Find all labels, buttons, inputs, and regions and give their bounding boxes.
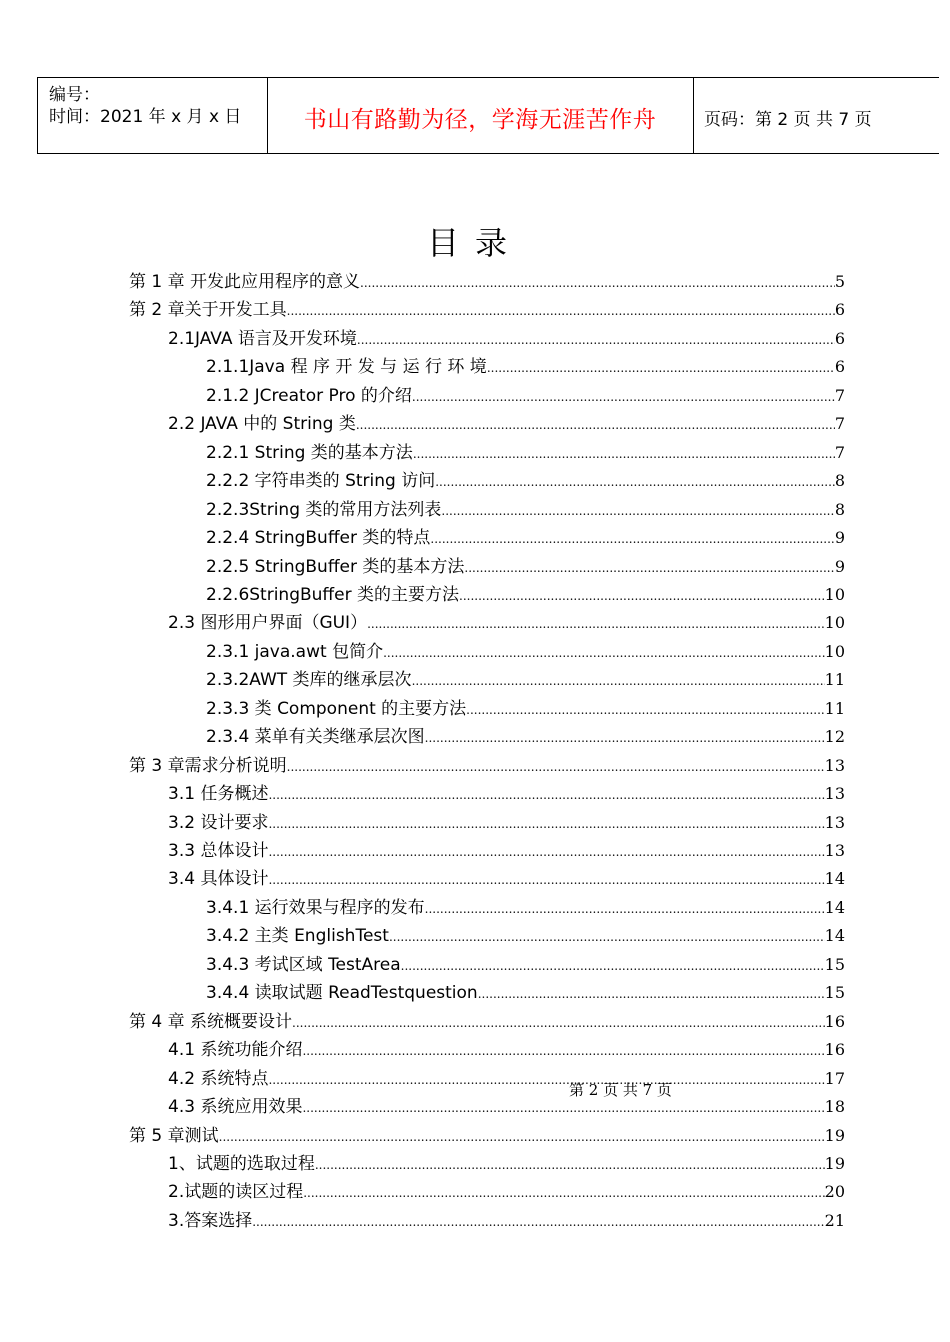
toc-entry[interactable] [206, 496, 845, 524]
toc-entry[interactable] [168, 837, 845, 865]
header-page-label: 页码：第 2 页 共 7 页 [704, 110, 872, 130]
toc-leader-dots [435, 468, 835, 496]
toc-entry-title: 3.1 任务概述 [168, 784, 269, 805]
toc-entry[interactable] [168, 865, 845, 893]
header-center-cell [267, 78, 694, 153]
toc-leader-dots [464, 554, 834, 582]
toc-entry[interactable] [206, 467, 845, 495]
toc-entry-page: 6 [834, 328, 845, 348]
toc-entry-page: 6 [834, 300, 845, 320]
page-title: 目录 [426, 224, 523, 262]
toc-entry-page: 9 [834, 556, 845, 576]
header-table [37, 77, 939, 154]
toc-leader-dots [360, 269, 835, 297]
header-right-cell [694, 78, 940, 153]
toc-entry-title: 2.1.1Java 程 序 开 发 与 运 行 环 境 [206, 357, 487, 378]
toc-entry[interactable] [206, 666, 845, 694]
toc-leader-dots [413, 440, 835, 468]
header-motto: 书山有路勤为径，学海无涯苦作舟 [303, 107, 657, 133]
toc-entry[interactable] [206, 894, 845, 922]
toc-entry[interactable] [168, 1093, 845, 1121]
toc-entry-page: 13 [824, 784, 845, 804]
toc-leader-dots [268, 810, 824, 838]
toc-leader-dots [441, 497, 834, 525]
toc-leader-dots [302, 1037, 824, 1065]
toc-entry-page: 19 [824, 1125, 845, 1145]
toc-entry-title: 第 4 章 系统概要设计 [129, 1011, 293, 1032]
toc-entry[interactable] [206, 382, 845, 410]
toc-leader-dots [252, 1208, 824, 1236]
toc-leader-dots [302, 1094, 824, 1122]
toc-entry-page: 9 [834, 528, 845, 548]
toc-entry-page: 7 [834, 385, 845, 405]
toc-entry-title: 2.2.2 字符串类的 String 访问 [206, 471, 436, 492]
toc-entry-page: 14 [824, 869, 845, 889]
toc-entry[interactable] [129, 268, 845, 296]
toc-leader-dots [356, 411, 835, 439]
toc-entry-title: 3.答案选择 [168, 1210, 253, 1231]
toc-entry-page: 11 [824, 698, 845, 718]
toc-entry[interactable] [168, 410, 845, 438]
toc-entry-title: 第 3 章需求分析说明 [129, 755, 287, 776]
toc-entry-page: 11 [824, 670, 845, 690]
toc-entry-title: 2.3.3 类 Component 的主要方法 [206, 698, 467, 719]
toc-entry-title: 2.3.1 java.awt 包简介 [206, 641, 384, 662]
toc-leader-dots [268, 866, 824, 894]
toc-entry-title: 4.3 系统应用效果 [168, 1097, 303, 1118]
toc-leader-dots [478, 980, 825, 1008]
toc-entry-page: 13 [824, 812, 845, 832]
toc-entry-title: 1、试题的选取过程 [168, 1153, 315, 1174]
toc-entry-title: 2.3.2AWT 类库的继承层次 [206, 670, 412, 691]
toc-entry[interactable] [206, 581, 845, 609]
toc-entry[interactable] [206, 524, 845, 552]
toc-leader-dots [268, 781, 824, 809]
toc-leader-dots [315, 1151, 825, 1179]
toc-entry-title: 3.4.2 主类 EnglishTest [206, 926, 389, 947]
toc-entry[interactable] [206, 979, 845, 1007]
toc-entry-title: 2.2 JAVA 中的 String 类 [168, 414, 356, 435]
toc-entry-title: 2.2.3String 类的常用方法列表 [206, 499, 442, 520]
toc-leader-dots [287, 753, 825, 781]
toc-entry-page: 10 [824, 613, 845, 633]
toc-entry-page: 16 [824, 1040, 845, 1060]
toc-leader-dots [412, 383, 835, 411]
toc-entry-page: 6 [834, 357, 845, 377]
toc-entry-title: 3.4.4 读取试题 ReadTestquestion [206, 983, 478, 1004]
toc-entry-page: 15 [824, 983, 845, 1003]
toc-entry-title: 第 1 章 开发此应用程序的意义 [129, 272, 361, 292]
toc-entry-title: 2.2.6StringBuffer 类的主要方法 [206, 584, 459, 605]
toc-leader-dots [389, 923, 825, 951]
toc-entry-title: 2.1.2 JCreator Pro 的介绍 [206, 385, 412, 406]
toc-leader-dots [287, 297, 835, 325]
toc-entry-page: 8 [834, 499, 845, 519]
toc-entry-title: 3.4.3 考试区域 TestArea [206, 954, 401, 975]
header-left-cell [38, 78, 268, 153]
toc-entry-page: 7 [834, 442, 845, 462]
toc-leader-dots [466, 696, 824, 724]
toc-entry-page: 7 [834, 414, 845, 434]
toc-entry[interactable] [168, 1036, 845, 1064]
toc-entry-page: 13 [824, 841, 845, 860]
toc-entry-page: 12 [824, 727, 845, 747]
toc-entry[interactable] [168, 780, 845, 808]
toc-entry[interactable] [206, 695, 845, 723]
toc-entry[interactable] [129, 1008, 845, 1036]
toc-leader-dots [412, 667, 825, 695]
toc-entry-title: 2.2.4 StringBuffer 类的特点 [206, 528, 431, 549]
toc-leader-dots [459, 582, 825, 610]
toc-leader-dots [401, 952, 825, 980]
toc-entry[interactable] [206, 553, 845, 581]
toc-entry-title: 第 5 章测试 [129, 1125, 219, 1146]
toc-entry[interactable] [206, 922, 845, 950]
toc-leader-dots [357, 326, 835, 354]
toc-entry-title: 2.1JAVA 语言及开发环境 [168, 328, 357, 349]
toc-entry[interactable] [206, 638, 845, 666]
toc-leader-dots [268, 838, 824, 866]
toc-entry-page: 10 [824, 641, 845, 661]
toc-entry-title: 2.2.1 String 类的基本方法 [206, 442, 413, 463]
toc-entry-title: 2.2.5 StringBuffer 类的基本方法 [206, 556, 465, 577]
toc-entry-page: 19 [824, 1153, 845, 1173]
toc-entry[interactable] [168, 1150, 845, 1178]
toc-leader-dots [487, 354, 835, 382]
toc-entry[interactable] [129, 752, 845, 780]
toc-entry-page: 5 [834, 272, 845, 291]
toc-entry-title: 2.试题的读区过程 [168, 1182, 304, 1203]
toc-entry[interactable] [206, 439, 845, 467]
toc-entry-title: 4.1 系统功能介绍 [168, 1040, 303, 1061]
toc-entry[interactable] [168, 1178, 845, 1206]
toc-leader-dots [292, 1009, 825, 1037]
toc-entry-page: 8 [834, 471, 845, 491]
toc-entry[interactable] [206, 353, 845, 381]
toc-leader-dots [425, 724, 825, 752]
toc-leader-dots [383, 639, 825, 667]
page-footer: 第 2 页 共 7 页 [569, 1081, 672, 1099]
toc-entry-title: 2.3.4 菜单有关类继承层次图 [206, 727, 425, 748]
toc-entry-title: 3.4.1 运行效果与程序的发布 [206, 897, 425, 918]
toc-entry-title: 第 2 章关于开发工具 [129, 300, 287, 321]
toc-entry[interactable] [168, 809, 845, 837]
toc-entry-page: 20 [824, 1182, 845, 1202]
toc-leader-dots [367, 610, 825, 638]
toc-entry-page: 14 [824, 897, 845, 917]
toc-entry-page: 13 [824, 755, 845, 775]
document-number-label: 编号： [49, 85, 100, 105]
toc-entry[interactable] [168, 609, 845, 637]
toc-entry[interactable] [206, 723, 845, 751]
toc-entry-title: 4.2 系统特点 [168, 1068, 269, 1089]
toc-entry[interactable] [129, 296, 845, 324]
toc-leader-dots [303, 1179, 824, 1207]
toc-entry[interactable] [129, 1122, 845, 1150]
toc-entry-page: 21 [824, 1210, 845, 1230]
toc-entry-title: 3.2 设计要求 [168, 812, 269, 833]
toc-entry-page: 17 [824, 1068, 845, 1088]
toc-entry-page: 10 [824, 584, 845, 604]
toc-leader-dots [268, 1066, 824, 1094]
toc-entry-page: 18 [824, 1097, 845, 1117]
toc-entry[interactable] [168, 1207, 845, 1235]
toc-entry[interactable] [206, 951, 845, 979]
toc-entry-page: 14 [824, 926, 845, 946]
toc-entry-page: 15 [824, 954, 845, 974]
toc-entry-page: 16 [824, 1011, 845, 1031]
toc-entry-title: 2.3 图形用户界面（GUI） [168, 613, 368, 634]
toc-leader-dots [430, 525, 834, 553]
toc-entry[interactable] [168, 325, 845, 353]
document-time-label: 时间：2021 年 x 月 x 日 [49, 107, 242, 127]
toc-leader-dots [425, 895, 825, 923]
toc-entry-title: 3.4 具体设计 [168, 869, 269, 890]
toc-entry[interactable] [168, 1065, 845, 1093]
toc-leader-dots [219, 1123, 825, 1151]
toc-entry-title: 3.3 总体设计 [168, 841, 269, 861]
